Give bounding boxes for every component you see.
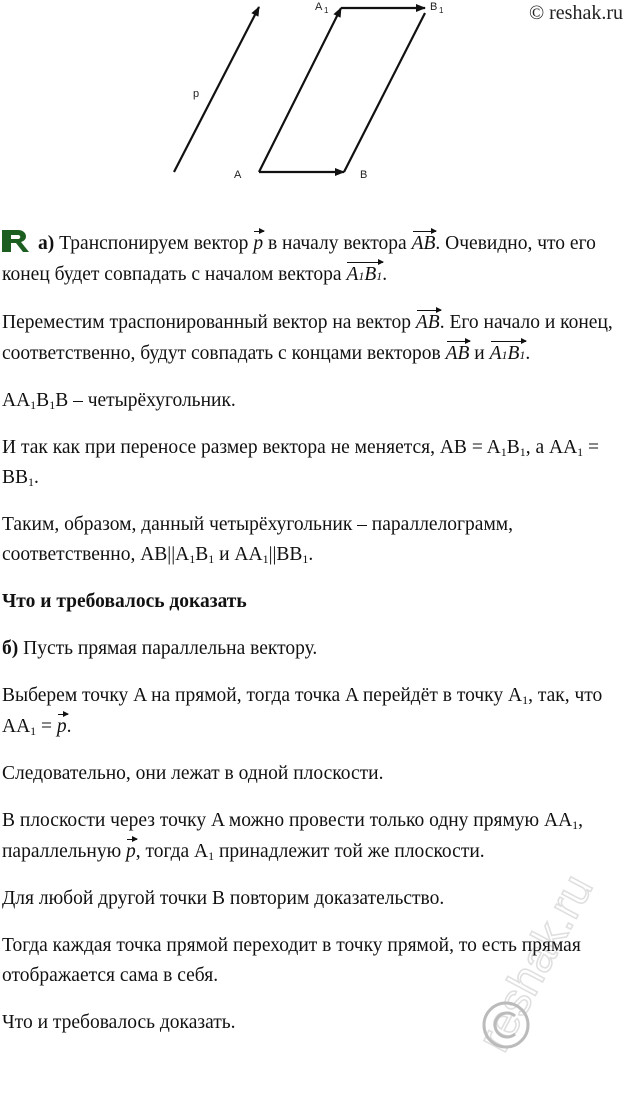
text-run: и AA xyxy=(214,544,263,565)
subscript: 1 xyxy=(262,552,269,566)
text-run: . Его начало и конец, соответственно, будут совпадать с концами векторов xyxy=(2,312,613,364)
text-run: p xyxy=(126,841,136,862)
paragraph-any-point: Для любой другой точки B повторим доказательство. xyxy=(2,888,445,909)
part-b-paragraph xyxy=(2,634,631,664)
label-a1: A xyxy=(315,1,323,13)
subscript: 1 xyxy=(522,693,529,707)
paragraph-qed: Что и требовалось доказать. xyxy=(2,1012,236,1033)
label-b: B xyxy=(360,169,368,181)
text-run: , так, что AA xyxy=(2,685,603,737)
paragraph-equal-sides xyxy=(2,433,631,493)
text-run: 1 xyxy=(519,348,526,362)
text-run: Пусть прямая параллельна вектору. xyxy=(18,638,318,659)
text-run: p xyxy=(253,233,264,254)
vector-p-symbol xyxy=(126,836,136,862)
text-run: AB xyxy=(415,312,440,333)
label-p: p xyxy=(193,88,200,100)
text-run: B xyxy=(36,390,50,411)
paragraph-quadrilateral xyxy=(2,386,631,416)
text-run: AB xyxy=(411,233,436,254)
text-run: . xyxy=(308,544,314,565)
paragraph-parallelogram xyxy=(2,510,631,570)
subscript: 1 xyxy=(208,552,215,566)
text-run: в началу вектора xyxy=(263,233,412,254)
text-run: B xyxy=(364,264,377,285)
subscript: 1 xyxy=(28,475,35,489)
subscript: 1 xyxy=(577,445,584,459)
subscript: 1 xyxy=(189,552,196,566)
paragraph-qed-bold: Что и требовалось доказать xyxy=(2,591,247,612)
paragraph-translate xyxy=(2,307,631,369)
text-run: = xyxy=(36,716,57,737)
text-run: И так как при переносе размер вектора не меняется, AB = A xyxy=(2,437,501,458)
subscript: 1 xyxy=(208,849,215,863)
text-run: 1 xyxy=(358,269,365,283)
subscript: 1 xyxy=(500,445,507,459)
text-run: Транспонируем вектор xyxy=(54,233,254,254)
text-run: Выберем точку A на прямой, тогда точка A перейдёт в точку A xyxy=(2,685,523,706)
part-a-label: а) xyxy=(38,233,55,254)
text-run: Переместим траспонированный вектор на вектор xyxy=(2,312,416,333)
text-run: В плоскости через точку A можно провести только одну прямую AA xyxy=(2,810,573,831)
paragraph-line-maps: Тогда каждая точка прямой переходит в точку прямой, то есть прямая отображается сама в себя. xyxy=(2,935,581,986)
subscript: 1 xyxy=(30,724,37,738)
label-b1-sub: 1 xyxy=(439,6,444,15)
text-run: = BB xyxy=(2,437,600,488)
paragraph-choose-point xyxy=(2,681,631,742)
text-run: и xyxy=(469,343,490,364)
subscript: 1 xyxy=(30,398,37,412)
watermark-text: reshak.ru xyxy=(466,865,603,1060)
vector-diagram xyxy=(0,0,631,200)
subscript: 1 xyxy=(519,445,526,459)
text-run: p xyxy=(56,716,67,737)
vector-bb1 xyxy=(344,13,425,172)
label-a: A xyxy=(234,169,242,181)
text-run: B xyxy=(195,544,209,565)
text-run: . xyxy=(34,467,39,488)
vector-a1b1-symbol xyxy=(346,259,382,286)
vector-p-symbol xyxy=(57,711,67,737)
text-run: принадлежит той же плоскости. xyxy=(214,841,485,862)
subscript: 1 xyxy=(302,552,309,566)
text-run: 1 xyxy=(376,269,383,283)
text-run: A xyxy=(346,264,359,285)
text-run: . xyxy=(382,264,388,285)
part-b-label: б) xyxy=(2,638,19,659)
vector-aa1 xyxy=(259,8,341,172)
text-run: ||BB xyxy=(268,544,303,565)
text-run: 1 xyxy=(501,348,508,362)
text-run: B – четырёхугольник. xyxy=(55,390,236,411)
text-run: , параллельную xyxy=(2,810,584,862)
text-run: . xyxy=(525,343,531,364)
text-run: AB xyxy=(445,343,470,364)
text-run: , тогда A xyxy=(135,841,209,862)
paragraph-one-line xyxy=(2,806,631,867)
vector-ab-symbol xyxy=(446,338,470,364)
label-a1-sub: 1 xyxy=(324,6,329,15)
vector-p-symbol xyxy=(253,228,263,254)
text-run: , а AA xyxy=(525,437,578,458)
text-run: . xyxy=(66,716,72,737)
text-run: AA xyxy=(2,390,31,411)
text-run: B xyxy=(506,437,520,458)
reshak-logo-icon xyxy=(2,228,32,254)
text-run: . Очевидно, что его конец будет совпадать с началом вектора xyxy=(2,233,596,285)
text-run: Таким, образом, данный четырёхугольник – параллелограмм, соответственно, AB||A xyxy=(2,514,514,565)
vector-p xyxy=(174,7,259,172)
subscript: 1 xyxy=(49,398,56,412)
solution-text xyxy=(0,228,631,1055)
vector-a1b1-symbol xyxy=(490,338,526,365)
text-run: B xyxy=(507,343,520,364)
part-a-paragraph xyxy=(2,228,631,290)
subscript: 1 xyxy=(572,818,579,832)
label-b1: B xyxy=(430,1,438,13)
paragraph-same-plane: Следовательно, они лежат в одной плоскости. xyxy=(2,763,384,784)
vector-ab-symbol xyxy=(412,228,436,254)
vector-ab-symbol xyxy=(416,307,440,333)
site-credit: © reshak.ru xyxy=(528,2,623,24)
text-run: A xyxy=(489,343,502,364)
